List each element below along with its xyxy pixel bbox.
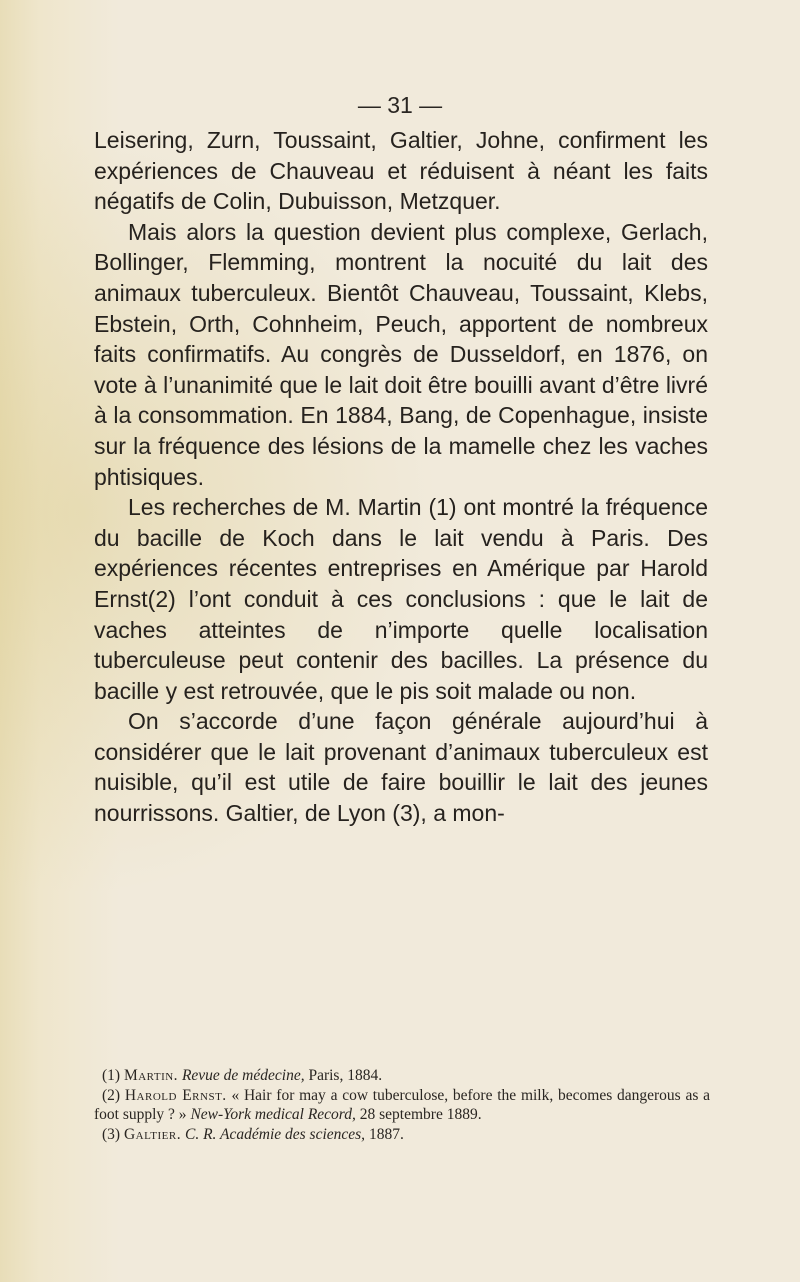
paragraph: Les recherches de M. Martin (1) ont montré la fréquence du bacille de Koch dans le lait vendu à Paris. Des expériences récentes entreprises en Amérique par Harold Ernst(2) l’ont conduit à ces conclusions : que le lait de vaches atteintes de n’importe quelle localisation tuberculeuse peut contenir des bacilles. La présence du bacille y est retrouvée, que le pis soit malade ou non. bbox=[94, 494, 708, 704]
footnote-author: Martin. bbox=[123, 1067, 179, 1084]
footnote-number: (1) bbox=[102, 1067, 121, 1084]
footnote-title: Revue de médecine, bbox=[181, 1067, 305, 1084]
footnote-number: (3) bbox=[102, 1125, 121, 1143]
footnote-author: Galtier. bbox=[123, 1125, 182, 1143]
footnote-journal: New-York medical Record, bbox=[190, 1106, 356, 1123]
footnote bbox=[94, 1066, 710, 1086]
footnote-title: « Hair for may a cow tuberculose, before the milk, becomes dangerous as a foot supply ? » bbox=[94, 1086, 711, 1123]
footnote bbox=[94, 1086, 710, 1125]
footnote-details: 1887. bbox=[368, 1125, 404, 1143]
page-number: — 31 — bbox=[357, 92, 443, 118]
body-text bbox=[94, 125, 708, 829]
footnote-details: 28 septembre 1889. bbox=[359, 1106, 482, 1123]
paragraph: Mais alors la question devient plus complexe, Gerlach, Bollinger, Flemming, montrent la nocuité du lait des animaux tuberculeux. Bientôt Chauveau, Toussaint, Klebs, Ebstein, Orth, Cohnheim, Peuch, apportent de nombreux faits confirmatifs. Au congrès de Dusseldorf, en 1876, on vote à l’unanimité que le lait doit être bouilli avant d’être livré à la consommation. En 1884, Bang, de Copenhague, insiste sur la fréquence des lésions de la mamelle chez les vaches phtisiques. bbox=[94, 218, 708, 490]
footnote bbox=[94, 1125, 710, 1145]
footnote-details: Paris, 1884. bbox=[308, 1067, 383, 1084]
footnote-title: C. R. Académie des sciences, bbox=[185, 1125, 366, 1143]
footnote-author: Harold Ernst. bbox=[124, 1086, 227, 1104]
paragraph: Leisering, Zurn, Toussaint, Galtier, Johne, confirment les expériences de Chauveau et réduisent à néant les faits négatifs de Colin, Dubuisson, Metzquer. bbox=[94, 127, 708, 215]
footnote-number: (2) bbox=[102, 1086, 121, 1104]
footnotes bbox=[94, 1066, 710, 1144]
paragraph: On s’accorde d’une façon générale aujourd’hui à considérer que le lait provenant d’animaux tuberculeux est nuisible, qu’il est utile de faire bouillir le lait des jeunes nourrissons. Galtier, de Lyon (3), a mon- bbox=[94, 708, 708, 827]
